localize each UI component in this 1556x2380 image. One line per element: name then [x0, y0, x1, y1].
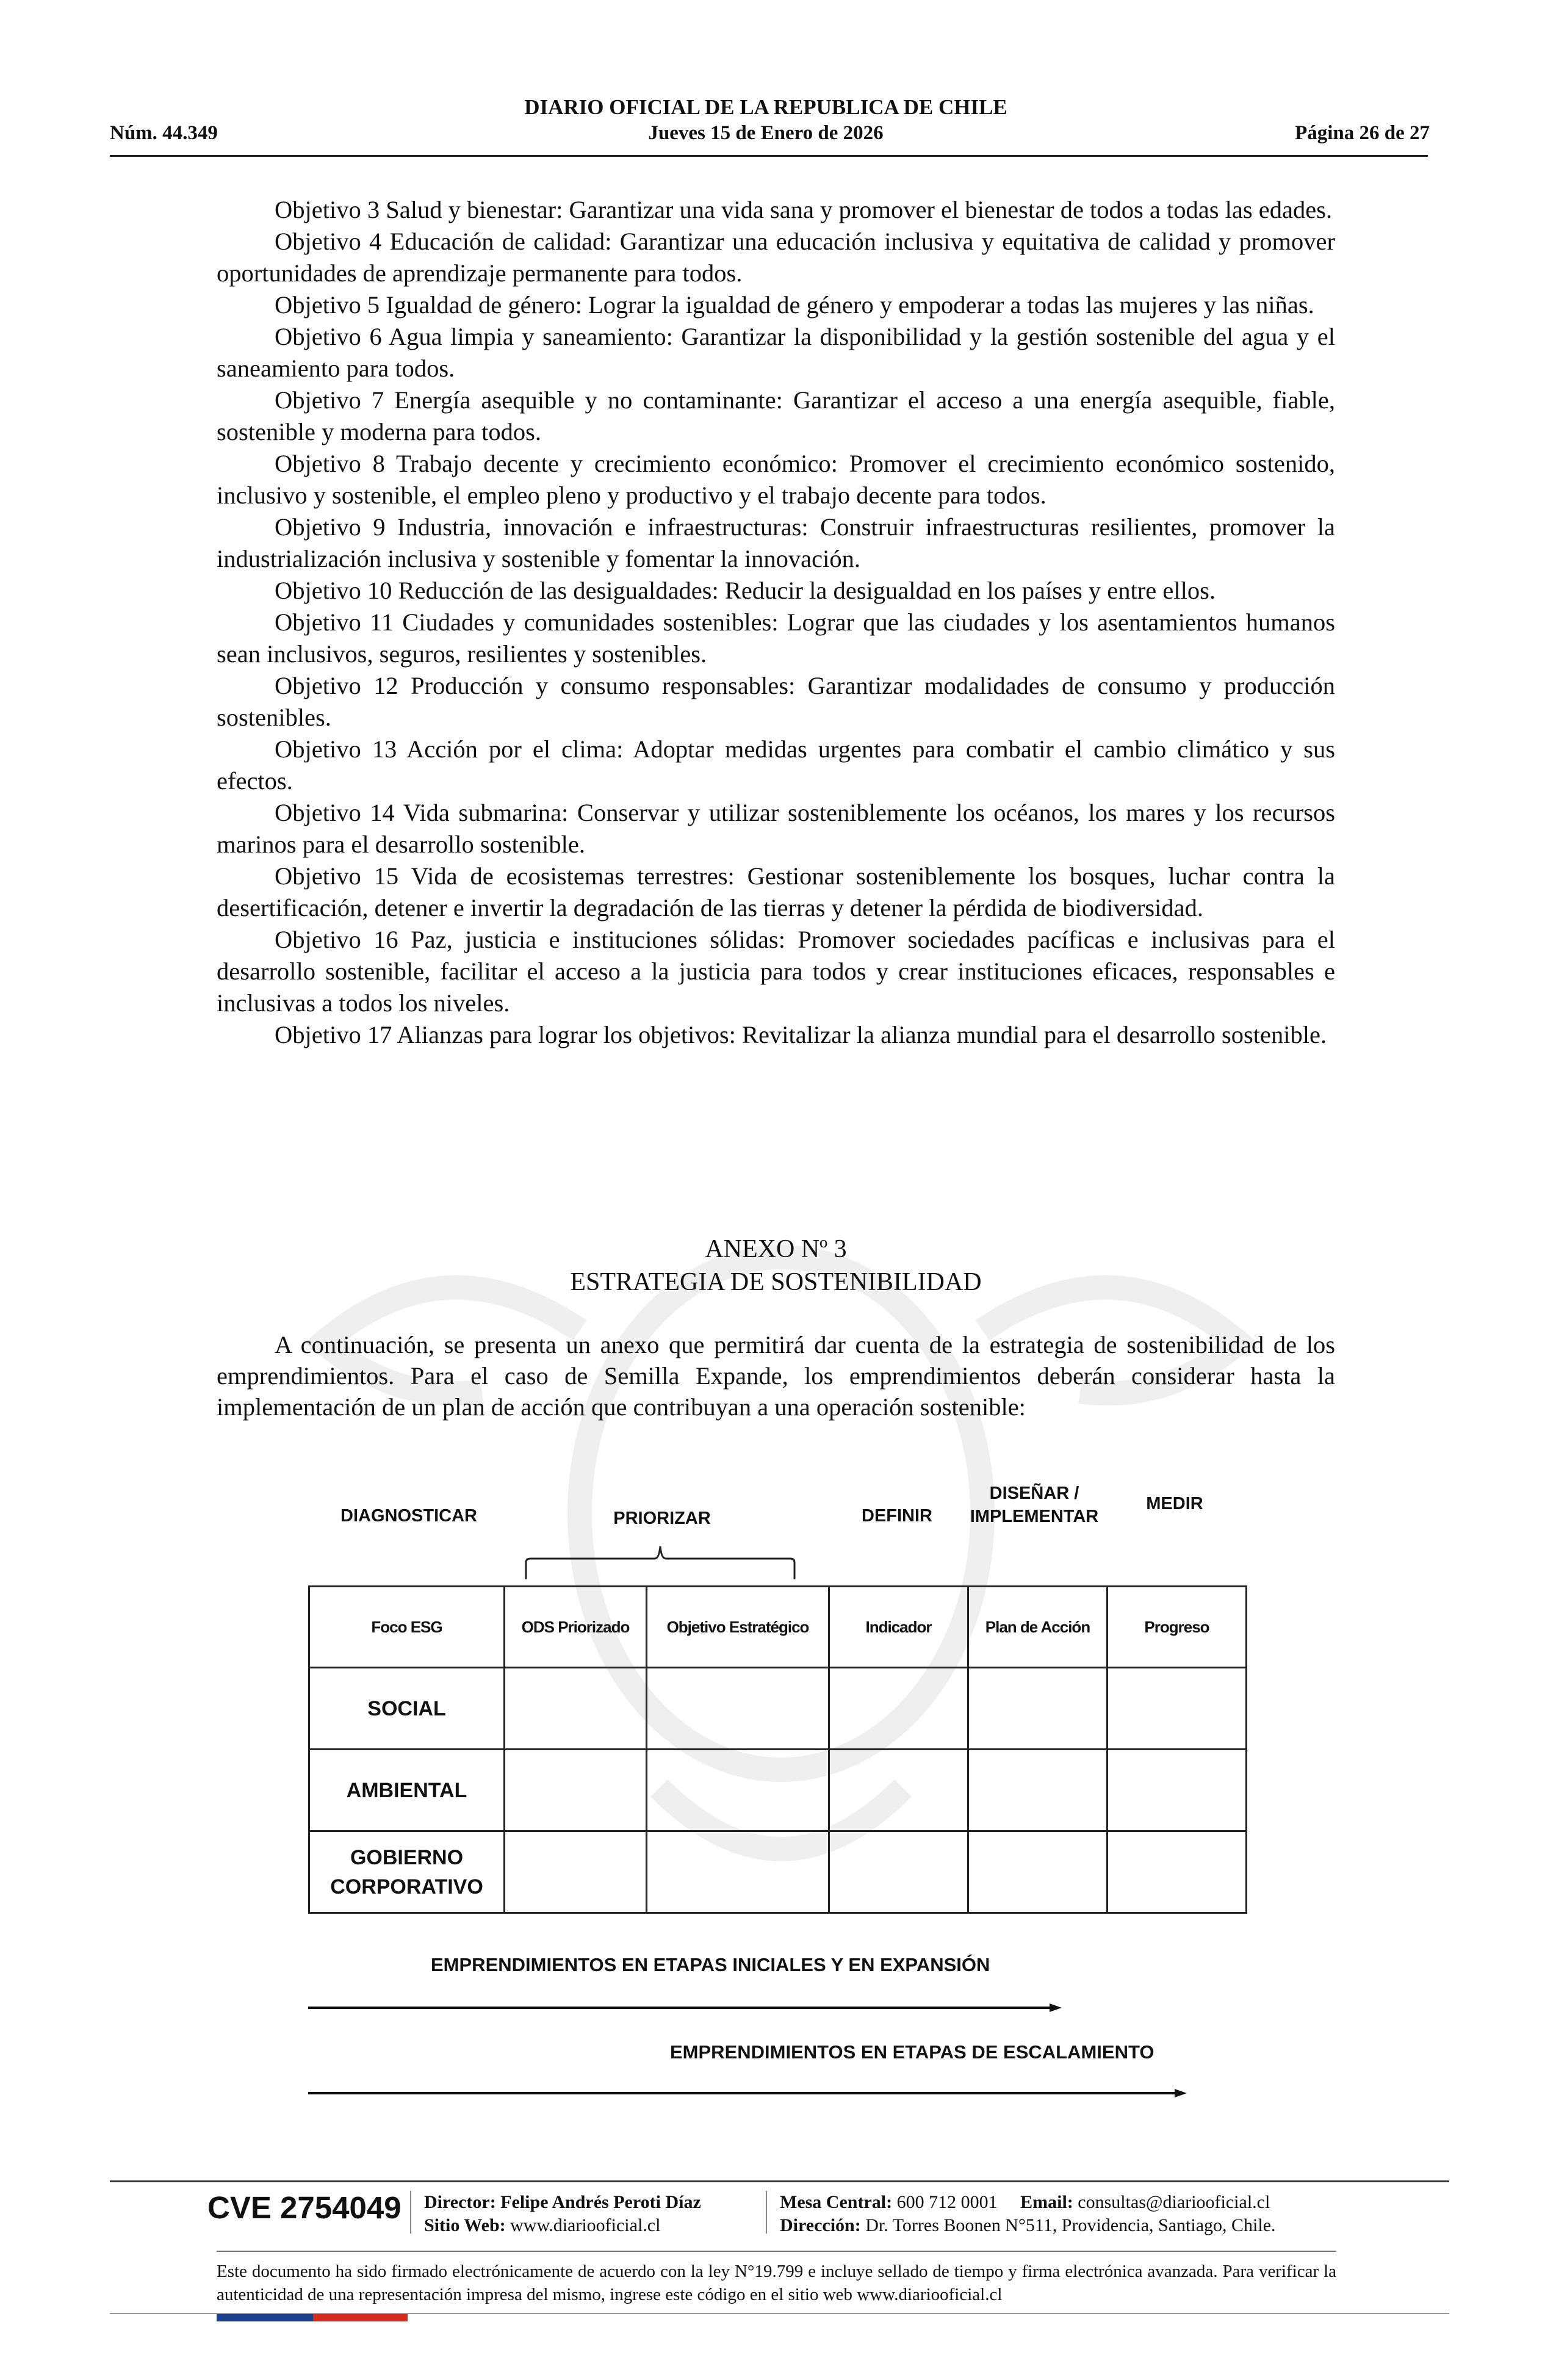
table-row: [309, 1750, 1247, 1831]
objective-paragraph: Objetivo 4 Educación de calidad: Garantizar una educación inclusiva y equitativa de calidad y promover oportunidades de aprendizaje permanente para todos.: [217, 228, 1335, 287]
row-gobierno-line1: GOBIERNO: [350, 1845, 464, 1869]
cve-code: CVE 2754049: [207, 2190, 402, 2225]
table-cell: [829, 1668, 968, 1750]
footer-divider: [217, 2251, 1336, 2252]
mesa-phone: 600 712 0001: [896, 2192, 998, 2212]
table-cell: [1108, 1750, 1247, 1831]
table-row: [309, 1668, 1247, 1750]
issue-number: Núm. 44.349: [110, 122, 218, 144]
gazette-title: DIARIO OFICIAL DE LA REPUBLICA DE CHILE: [524, 95, 1007, 119]
objective-paragraph: Objetivo 3 Salud y bienestar: Garantizar una vida sana y promover el bienestar de todos a todas las edades.: [275, 196, 1333, 223]
flow-label-scaling: EMPRENDIMIENTOS EN ETAPAS DE ESCALAMIENTO: [670, 2041, 1154, 2063]
col-ods-priorizado: ODS Priorizado: [505, 1587, 647, 1668]
footer-divider: [110, 2180, 1449, 2182]
stage-definir: DEFINIR: [862, 1506, 932, 1526]
objective-paragraph: Objetivo 16 Paz, justicia e instituciones sólidas: Promover sociedades pacíficas e inclusivas para el desarrollo sostenible, facilitar el acceso a la justicia para todos y crear instituciones eficaces, responsables e inclusivas a todos los niveles.: [217, 926, 1335, 1017]
objective-paragraph: Objetivo 9 Industria, innovación e infraestructuras: Construir infraestructuras resilientes, promover la industrialización inclusiva y sostenible y fomentar la innovación.: [217, 513, 1335, 572]
annex-number: ANEXO Nº 3: [705, 1235, 847, 1263]
flag-stripe-blue: [217, 2314, 313, 2321]
table-cell: [505, 1831, 647, 1913]
footer-contact: [780, 2192, 1270, 2213]
table-cell: [829, 1831, 968, 1913]
table-row: [309, 1831, 1247, 1913]
col-foco-esg: Foco ESG: [309, 1587, 505, 1668]
header-divider: [110, 155, 1428, 157]
col-objetivo-estrategico: Objetivo Estratégico: [647, 1587, 829, 1668]
objective-paragraph: Objetivo 13 Acción por el clima: Adoptar medidas urgentes para combatir el cambio climático y sus efectos.: [217, 735, 1335, 795]
address-text: Dr. Torres Boonen N°511, Providencia, Santiago, Chile.: [865, 2215, 1276, 2235]
website-label: Sitio Web:: [424, 2215, 506, 2235]
address-label: Dirección:: [780, 2215, 861, 2235]
col-plan-de-accion: Plan de Acción: [968, 1587, 1108, 1668]
footer-website: [424, 2215, 660, 2236]
objectives-list: [217, 194, 1335, 1051]
objective-paragraph: Objetivo 10 Reducción de las desigualdades: Reducir la desigualdad en los países y entre ellos.: [275, 577, 1216, 604]
objective-paragraph: Objetivo 17 Alianzas para lograr los objetivos: Revitalizar la alianza mundial para el desarrollo sostenible.: [275, 1021, 1327, 1048]
objective-paragraph: Objetivo 8 Trabajo decente y crecimiento económico: Promover el crecimiento económico sostenido, inclusivo y sostenible, el empleo pleno y productivo y el trabajo decente para todos.: [217, 450, 1335, 509]
objective-paragraph: Objetivo 15 Vida de ecosistemas terrestres: Gestionar sosteniblemente los bosques, luchar contra la desertificación, detener e invertir la degradación de las tierras y detener la pérdida de biodiversidad.: [217, 862, 1335, 921]
table-cell: [505, 1750, 647, 1831]
row-social: SOCIAL: [309, 1668, 505, 1750]
flow-arrow-initial: [308, 2002, 1065, 2014]
table-cell: [1108, 1831, 1247, 1913]
col-progreso: Progreso: [1108, 1587, 1247, 1668]
objective-paragraph: Objetivo 6 Agua limpia y saneamiento: Garantizar la disponibilidad y la gestión sostenible del agua y el saneamiento para todos.: [217, 323, 1335, 382]
strategy-table: [308, 1585, 1247, 1914]
objective-paragraph: Objetivo 7 Energía asequible y no contaminante: Garantizar el acceso a una energía asequible, fiable, sostenible y moderna para todos.: [217, 386, 1335, 445]
objective-paragraph: Objetivo 12 Producción y consumo responsables: Garantizar modalidades de consumo y producción sostenibles.: [217, 672, 1335, 731]
flow-label-initial: EMPRENDIMIENTOS EN ETAPAS INICIALES Y EN EXPANSIÓN: [431, 1954, 990, 1975]
flow-arrow-scaling: [308, 2087, 1190, 2099]
table-cell: [968, 1831, 1108, 1913]
objective-paragraph: Objetivo 14 Vida submarina: Conservar y utilizar sosteniblemente los océanos, los mares y los recursos marinos para el desarrollo sostenible.: [217, 799, 1335, 858]
flag-stripe-red: [313, 2314, 408, 2321]
legal-notice: Este documento ha sido firmado electrónicamente de acuerdo con la ley N°19.799 e incluye sellado de tiempo y firma electrónica avanzada. Para verificar la autenticidad de una representación impresa del mismo, ingrese este código en el sitio web www.diariooficial.cl: [217, 2262, 1336, 2304]
annex-title: ESTRATEGIA DE SOSTENIBILIDAD: [570, 1268, 982, 1296]
mesa-label: Mesa Central:: [780, 2192, 893, 2212]
footer-separator: [766, 2191, 767, 2234]
objective-paragraph: Objetivo 11 Ciudades y comunidades sostenibles: Lograr que las ciudades y los asentamientos humanos sean inclusivos, seguros, resilientes y sostenibles.: [217, 608, 1335, 668]
priorizar-bracket: [524, 1544, 798, 1581]
issue-date: Jueves 15 de Enero de 2026: [648, 122, 884, 144]
stage-disenar-line2: IMPLEMENTAR: [970, 1507, 1099, 1526]
table-cell: [647, 1750, 829, 1831]
director-name: Felipe Andrés Peroti Díaz: [500, 2192, 701, 2212]
table-cell: [968, 1750, 1108, 1831]
table-header-row: [309, 1587, 1247, 1668]
stage-diagnosticar: DIAGNOSTICAR: [340, 1506, 477, 1526]
table-cell: [829, 1750, 968, 1831]
annex-intro: A continuación, se presenta un anexo que permitirá dar cuenta de la estrategia de sostenibilidad de los emprendimientos. Para el caso de Semilla Expande, los emprendimientos deberán considerar hasta la implementación de un plan de acción que contribuyan a una operación sostenible:: [217, 1331, 1335, 1421]
table-cell: [647, 1668, 829, 1750]
col-indicador: Indicador: [829, 1587, 968, 1668]
website-link[interactable]: www.diariooficial.cl: [510, 2215, 661, 2235]
stage-disenar-implementar: [952, 1482, 1117, 1528]
table-cell: [968, 1668, 1108, 1750]
objective-paragraph: Objetivo 5 Igualdad de género: Lograr la igualdad de género y empoderar a todas las mujeres y las niñas.: [275, 291, 1314, 319]
stage-disenar-line1: DISEÑAR /: [989, 1484, 1079, 1503]
director-label: Director:: [424, 2192, 496, 2212]
table-cell: [505, 1668, 647, 1750]
footer-separator: [410, 2191, 411, 2234]
row-gobierno-line2: CORPORATIVO: [330, 1875, 483, 1899]
stage-priorizar: PRIORIZAR: [613, 1509, 711, 1528]
table-cell: [1108, 1668, 1247, 1750]
page-number: Página 26 de 27: [1295, 122, 1430, 144]
email-label: Email:: [1020, 2192, 1073, 2212]
table-cell: [647, 1831, 829, 1913]
footer-address: [780, 2215, 1276, 2236]
footer-director: [424, 2192, 701, 2213]
stage-medir: MEDIR: [1146, 1494, 1203, 1513]
row-gobierno-corporativo: [309, 1831, 505, 1913]
row-ambiental: AMBIENTAL: [309, 1750, 505, 1831]
email-link[interactable]: consultas@diariooficial.cl: [1078, 2192, 1270, 2212]
